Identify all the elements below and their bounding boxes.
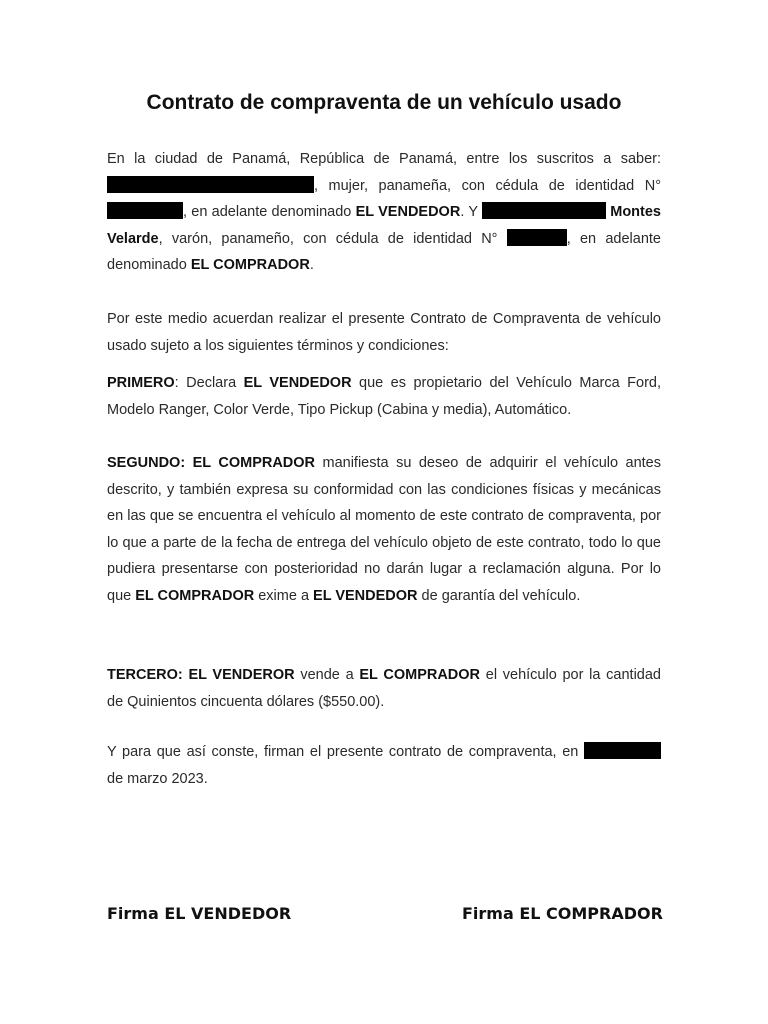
intro-text-2: , mujer, panameña, con cédula de identidad N°	[314, 177, 661, 194]
tercero-comprador: EL COMPRADOR	[359, 667, 481, 683]
redaction-buyer-id	[507, 229, 567, 246]
segundo-text-3: de garantía del vehículo.	[417, 587, 581, 604]
tercero-text-1: vende a	[294, 667, 360, 683]
document-title: Contrato de compraventa de un vehículo usado	[146, 91, 622, 114]
redaction-buyer-name	[482, 202, 606, 219]
signature-vendedor: Firma EL VENDEDOR	[107, 904, 292, 923]
intro-text-6: , en adelante denominado	[107, 230, 661, 274]
redaction-seller-name	[107, 176, 314, 193]
closing-text-1: Y para que así conste, firman el presente contrato de compraventa, en	[107, 744, 584, 760]
tercero-text-2: el vehículo por la cantidad de Quinientos cincuenta dólares ($550.00).	[107, 667, 661, 710]
segundo-comprador: EL COMPRADOR	[135, 587, 255, 604]
tercero-label: TERCERO: EL VENDEROR	[107, 667, 295, 683]
intro-text-1: En la ciudad de Panamá, República de Panamá, entre los suscritos a saber:	[107, 151, 661, 167]
intro-comprador: EL COMPRADOR	[190, 257, 310, 274]
segundo-label: SEGUNDO: EL COMPRADOR	[107, 455, 316, 471]
primero-text-2: que es propietario del Vehículo Marca Ford, Modelo Ranger, Color Verde, Tipo Pickup (Cabina y media), Automático.	[107, 375, 661, 418]
primero-label: PRIMERO	[107, 375, 175, 391]
redaction-day	[584, 742, 661, 759]
intro-vendedor: EL VENDEDOR	[355, 204, 461, 221]
intro-text-3: , en adelante denominado	[183, 204, 356, 221]
primero-text-1: : Declara	[174, 375, 244, 391]
intro-paragraph	[107, 146, 661, 279]
segundo-vendedor: EL VENDEDOR	[313, 587, 418, 604]
closing-paragraph	[107, 739, 661, 792]
clause-segundo	[107, 450, 661, 610]
redaction-seller-id	[107, 202, 183, 219]
intro-text-7: .	[309, 257, 314, 274]
clause-tercero	[107, 662, 661, 715]
segundo-text-1: manifiesta su deseo de adquirir el vehículo antes descrito, y también expresa su conformidad con las condiciones físicas y mecánicas en las que se encuentra el vehículo al momento de este contrato de compraventa, por lo que a parte de la fecha de entrega del vehículo objeto de este contrato, todo lo que pudiera presentarse con posterioridad no darán lugar a reclamación alguna. Por lo que	[107, 455, 661, 604]
intro-text-4: . Y	[460, 204, 482, 221]
clause-primero	[107, 370, 661, 423]
primero-vendedor: EL VENDEDOR	[243, 375, 352, 391]
intro-buyer-surname: Montes Velarde	[107, 204, 661, 247]
intro-text-5: , varón, panameño, con cédula de identidad N°	[158, 230, 507, 247]
signature-comprador: Firma EL COMPRADOR	[462, 904, 663, 923]
closing-text-2: de marzo 2023.	[107, 770, 208, 787]
terms-intro-paragraph: Por este medio acuerdan realizar el presente Contrato de Compraventa de vehículo usado sujeto a los siguientes términos y condiciones:	[107, 311, 661, 354]
segundo-text-2: exime a	[254, 587, 314, 604]
